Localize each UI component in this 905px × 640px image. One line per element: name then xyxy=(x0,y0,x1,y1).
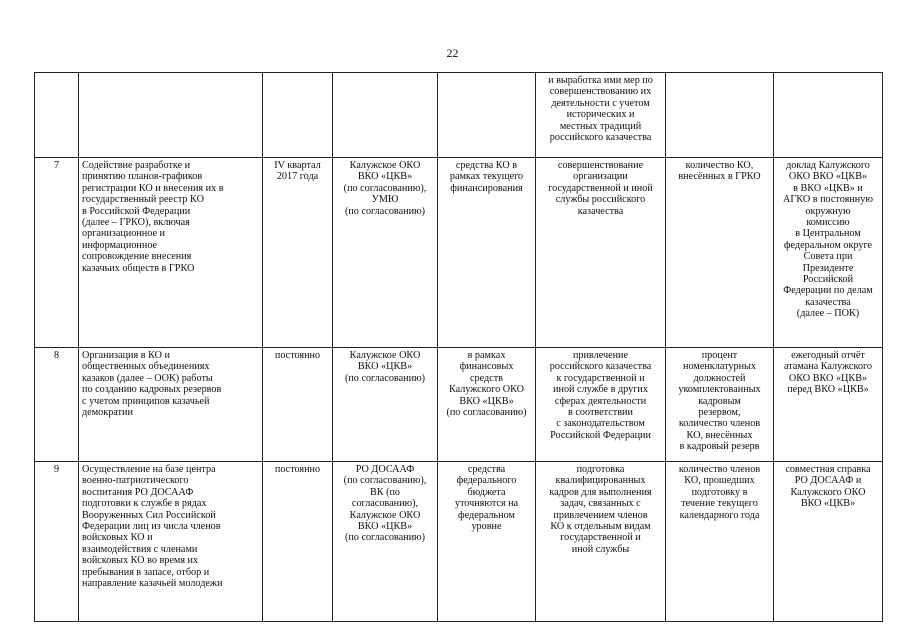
reporting-cell: доклад Калужского ОКО ВКО «ЦКВ» в ВКО «ЦКВ» и АГКО в постоянную окружную комиссию в Центральном федеральном округе Совета при Президенте Российской Федерации по делам казачества (далее – ПОК) xyxy=(774,158,883,348)
funding-cell: в рамках финансовых средств Калужского ОКО ВКО «ЦКВ» (по согласованию) xyxy=(438,348,536,462)
plan-table xyxy=(34,72,883,622)
row-number: 8 xyxy=(35,348,79,462)
funding-cell xyxy=(438,73,536,158)
executors-cell xyxy=(333,73,438,158)
executors-cell: Калужское ОКО ВКО «ЦКВ» (по согласованию) xyxy=(333,348,438,462)
table-row xyxy=(35,73,883,158)
funding-cell: средства КО в рамках текущего финансирования xyxy=(438,158,536,348)
reporting-cell: ежегодный отчёт атамана Калужского ОКО ВКО «ЦКВ» перед ВКО «ЦКВ» xyxy=(774,348,883,462)
indicator-cell: количество членов КО, прошедших подготовку в течение текущего календарного года xyxy=(666,462,774,622)
executors-cell: Калужское ОКО ВКО «ЦКВ» (по согласованию), УМЮ (по согласованию) xyxy=(333,158,438,348)
indicator-cell xyxy=(666,73,774,158)
expected-result-cell: и выработка ими мер по совершенствованию их деятельности с учетом исторических и местных традиций российского казачества xyxy=(536,73,666,158)
executors-cell: РО ДОСААФ (по согласованию), ВК (по согласованию), Калужское ОКО ВКО «ЦКВ» (по согласованию) xyxy=(333,462,438,622)
row-number: 7 xyxy=(35,158,79,348)
page-number: 22 xyxy=(446,46,459,60)
expected-result-cell: привлечение российского казачества к государственной и иной службе в других сферах деятельности в соответствии с законодательством Российской Федерации xyxy=(536,348,666,462)
funding-cell: средства федерального бюджета уточняются на федеральном уровне xyxy=(438,462,536,622)
deadline-cell: IV квартал 2017 года xyxy=(263,158,333,348)
row-number: 9 xyxy=(35,462,79,622)
deadline-cell xyxy=(263,73,333,158)
table-row xyxy=(35,158,883,348)
indicator-cell: количество КО, внесённых в ГРКО xyxy=(666,158,774,348)
event-cell: Организация в КО и общественных объединениях казаков (далее – ООК) работы по созданию кадровых резервов с учетом принципов казачьей демократии xyxy=(79,348,263,462)
indicator-cell: процент номенклатурных должностей укомплектованных кадровым резервом, количество членов КО, внесённых в кадровый резерв xyxy=(666,348,774,462)
deadline-cell: постоянно xyxy=(263,462,333,622)
expected-result-cell: подготовка квалифицированных кадров для выполнения задач, связанных с привлечением членов КО к отдельным видам государственной и иной службы xyxy=(536,462,666,622)
event-cell xyxy=(79,73,263,158)
deadline-cell: постоянно xyxy=(263,348,333,462)
event-cell: Осуществление на базе центра военно-патриотического воспитания РО ДОСААФ подготовки к службе в рядах Вооруженных Сил Российской Федерации лиц из числа членов войсковых КО и взаимодействия с членами войсковых КО во время их пребывания в запасе, отбор и направление казачьей молодежи xyxy=(79,462,263,622)
reporting-cell xyxy=(774,73,883,158)
event-cell: Содействие разработке и принятию планов-графиков регистрации КО и внесения их в государственный реестр КО в Российской Федерации (далее – ГРКО), включая организационное и информационное сопровождение внесения казачьих обществ в ГРКО xyxy=(79,158,263,348)
row-number xyxy=(35,73,79,158)
reporting-cell: совместная справка РО ДОСААФ и Калужского ОКО ВКО «ЦКВ» xyxy=(774,462,883,622)
table-row xyxy=(35,462,883,622)
table-row xyxy=(35,348,883,462)
expected-result-cell: совершенствование организации государственной и иной службы российского казачества xyxy=(536,158,666,348)
